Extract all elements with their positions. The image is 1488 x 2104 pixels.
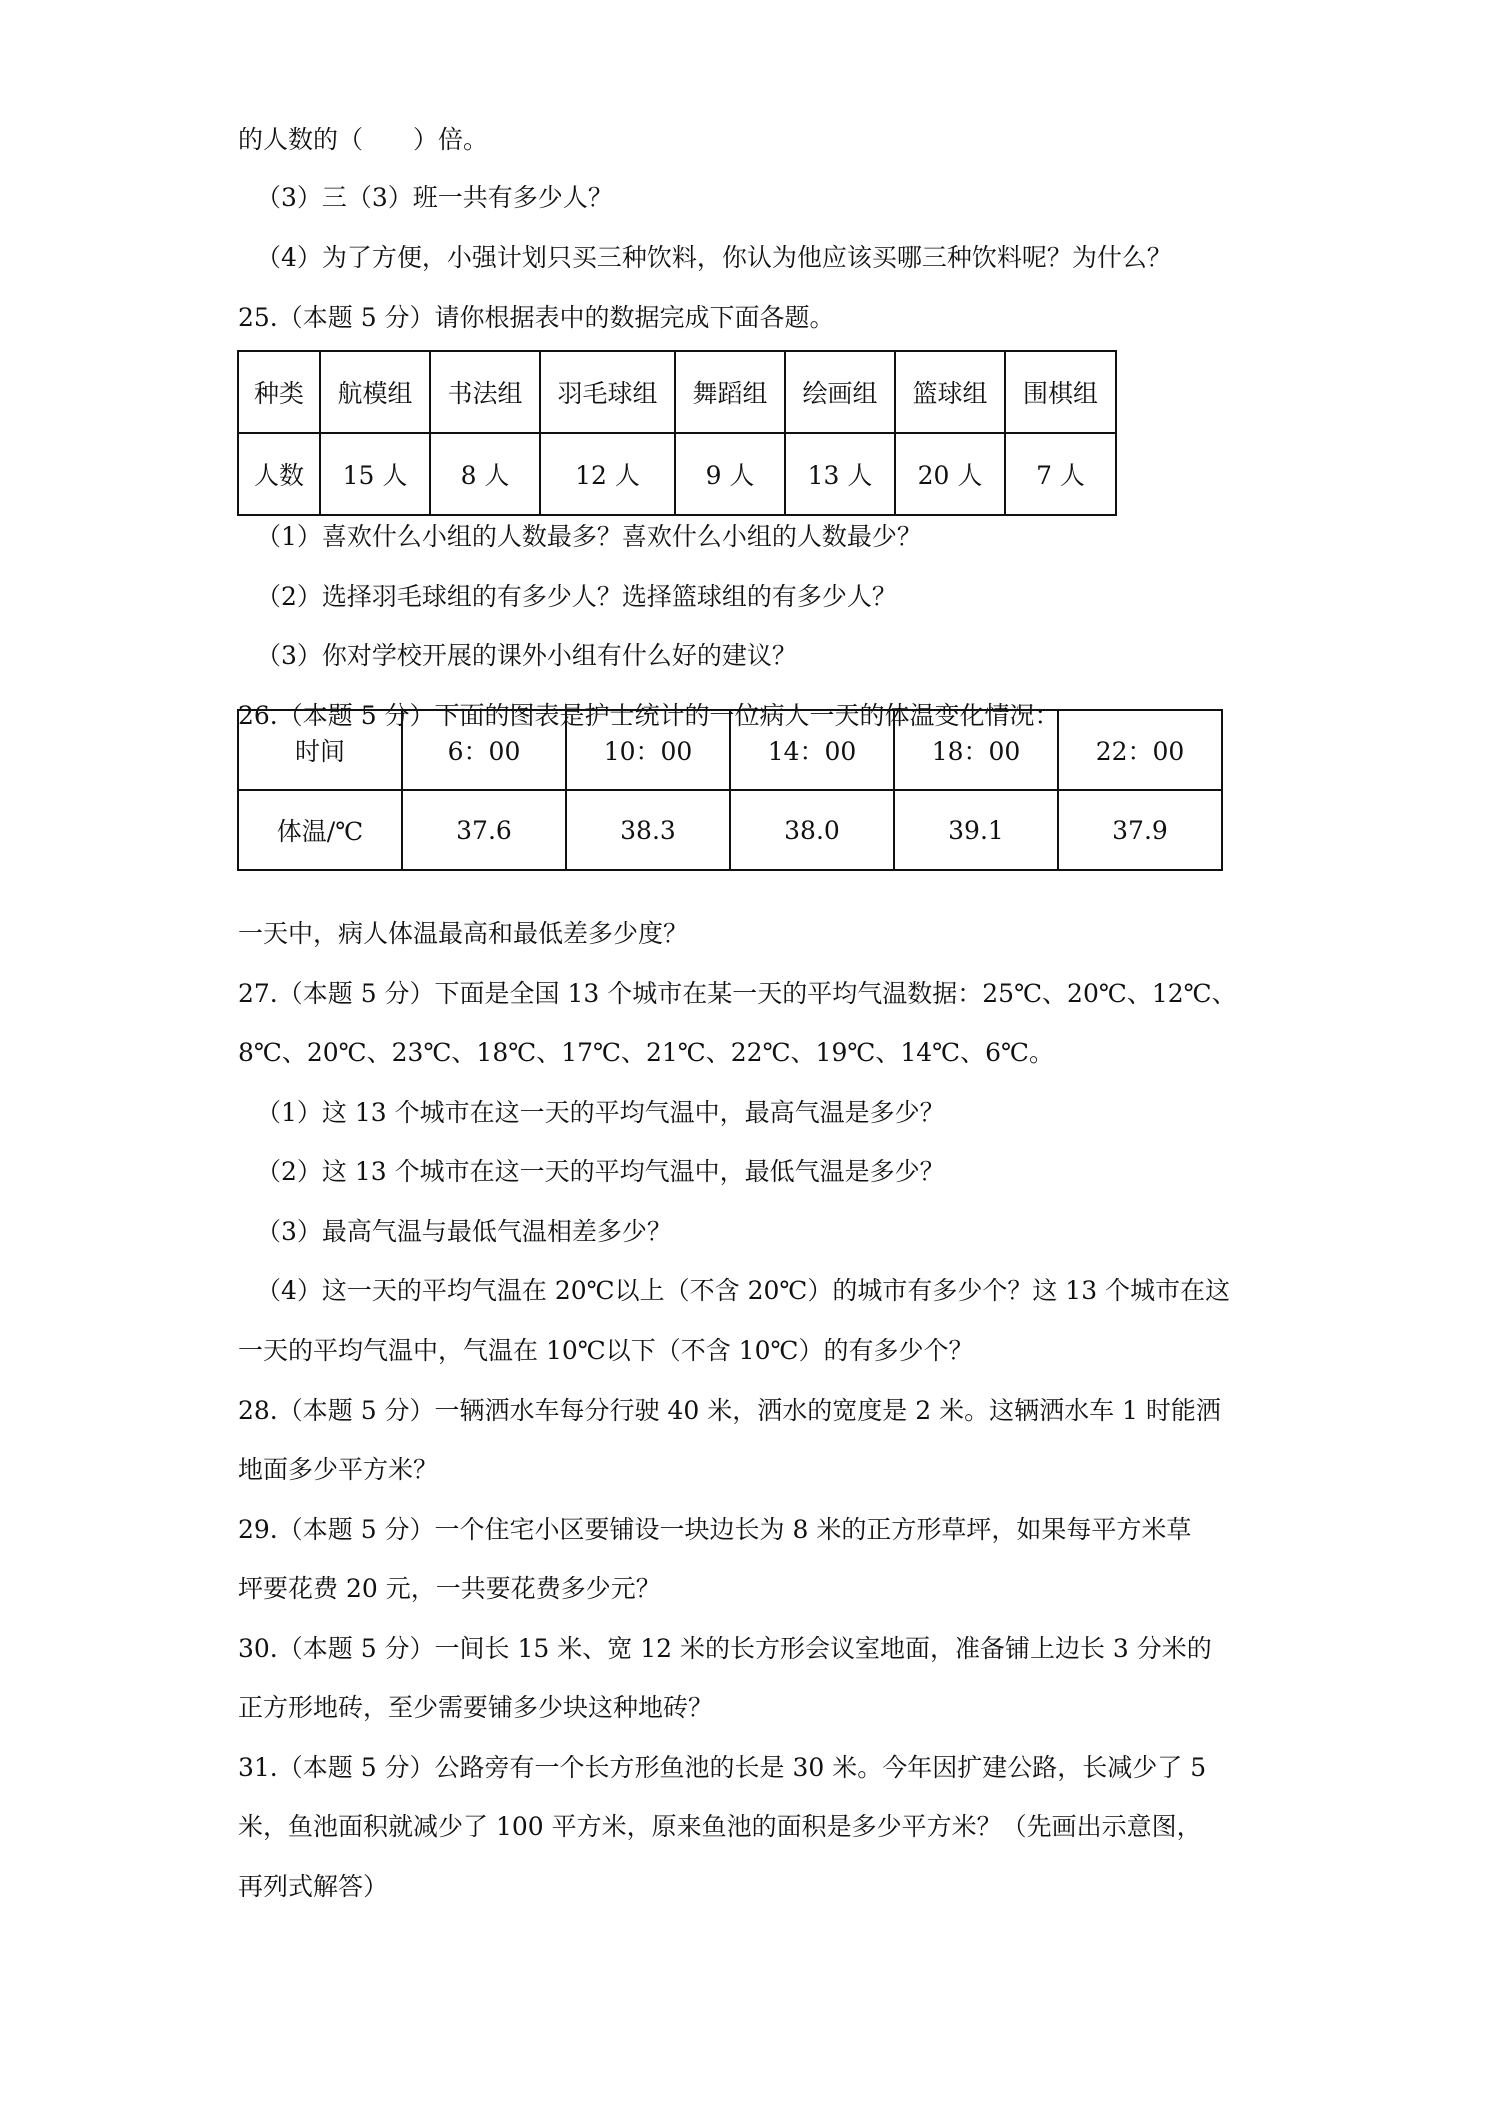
sub-question: 一天的平均气温中，气温在 10℃以下（不含 10℃）的有多少个？ <box>238 1336 974 1365</box>
question-28-heading: 28.（本题 5 分）一辆洒水车每分行驶 40 米，洒水的宽度是 2 米。这辆洒水车 1 时能洒 <box>238 1396 1221 1425</box>
question-26-heading: 26.（本题 5 分）下面的图表是护士统计的一位病人一天的体温变化情况： <box>238 701 1060 730</box>
table-cell: 12 人 <box>540 433 675 515</box>
table-cell: 14：00 <box>730 710 894 790</box>
table-cell: 6：00 <box>402 710 566 790</box>
table-cell: 10：00 <box>566 710 730 790</box>
table-cell: 9 人 <box>675 433 785 515</box>
sub-question: （2）这 13 个城市在这一天的平均气温中，最低气温是多少？ <box>256 1157 945 1186</box>
question-text: 正方形地砖，至少需要铺多少块这种地砖？ <box>238 1693 714 1722</box>
table-cell: 7 人 <box>1005 433 1116 515</box>
table-row <box>238 790 1222 870</box>
table-cell: 绘画组 <box>785 351 895 433</box>
interest-group-table <box>237 350 1117 516</box>
table-row <box>238 433 1116 515</box>
question-text: 米，鱼池面积就减少了 100 平方米，原来鱼池的面积是多少平方米？（先画出示意图， <box>238 1812 1202 1841</box>
table-cell: 种类 <box>238 351 320 433</box>
table-cell: 37.6 <box>402 790 566 870</box>
table-cell: 书法组 <box>430 351 540 433</box>
table-cell: 22：00 <box>1058 710 1222 790</box>
table-cell: 人数 <box>238 433 320 515</box>
table-row <box>238 351 1116 433</box>
sub-question: （3）最高气温与最低气温相差多少？ <box>256 1217 672 1246</box>
question-25-heading: 25.（本题 5 分）请你根据表中的数据完成下面各题。 <box>238 303 835 332</box>
question-29-heading: 29.（本题 5 分）一个住宅小区要铺设一块边长为 8 米的正方形草坪，如果每平方米草 <box>238 1515 1192 1544</box>
table-row <box>238 710 1222 790</box>
table-cell: 38.0 <box>730 790 894 870</box>
table-cell: 时间 <box>238 710 402 790</box>
sub-question: （1）这 13 个城市在这一天的平均气温中，最高气温是多少？ <box>256 1098 945 1127</box>
table-cell: 8 人 <box>430 433 540 515</box>
question-text: 的人数的（ ）倍。 <box>238 125 489 154</box>
table-cell: 羽毛球组 <box>540 351 675 433</box>
table-cell: 舞蹈组 <box>675 351 785 433</box>
sub-question: （1）喜欢什么小组的人数最多？喜欢什么小组的人数最少？ <box>256 522 922 551</box>
table-cell: 围棋组 <box>1005 351 1116 433</box>
sub-question: （3）三（3）班一共有多少人？ <box>256 183 613 212</box>
question-31-heading: 31.（本题 5 分）公路旁有一个长方形鱼池的长是 30 米。今年因扩建公路，长减少了 5 <box>238 1753 1207 1782</box>
temperature-table <box>237 709 1223 871</box>
table-cell: 20 人 <box>895 433 1005 515</box>
question-text: 8℃、20℃、23℃、18℃、17℃、21℃、22℃、19℃、14℃、6℃。 <box>238 1038 1054 1067</box>
question-30-heading: 30.（本题 5 分）一间长 15 米、宽 12 米的长方形会议室地面，准备铺上边长 3 分米的 <box>238 1634 1212 1663</box>
question-text: 再列式解答） <box>238 1872 389 1901</box>
question-text: 坪要花费 20 元，一共要花费多少元？ <box>238 1574 661 1603</box>
question-text: 一天中，病人体温最高和最低差多少度？ <box>238 919 689 948</box>
sub-question: （3）你对学校开展的课外小组有什么好的建议？ <box>256 641 797 670</box>
table-cell: 39.1 <box>894 790 1058 870</box>
sub-question: （4）为了方便，小强计划只买三种饮料，你认为他应该买哪三种饮料呢？为什么？ <box>256 243 1172 272</box>
table-cell: 15 人 <box>320 433 430 515</box>
question-text: 地面多少平方米？ <box>238 1455 439 1484</box>
table-cell: 航模组 <box>320 351 430 433</box>
question-27-heading: 27.（本题 5 分）下面是全国 13 个城市在某一天的平均气温数据：25℃、20℃、12℃、 <box>238 979 1237 1008</box>
sub-question: （2）选择羽毛球组的有多少人？选择篮球组的有多少人？ <box>256 582 897 611</box>
sub-question: （4）这一天的平均气温在 20℃以上（不含 20℃）的城市有多少个？这 13 个城市在这 <box>256 1276 1231 1305</box>
table-cell: 18：00 <box>894 710 1058 790</box>
table-cell: 体温/℃ <box>238 790 402 870</box>
table-cell: 13 人 <box>785 433 895 515</box>
table-cell: 38.3 <box>566 790 730 870</box>
table-cell: 篮球组 <box>895 351 1005 433</box>
table-cell: 37.9 <box>1058 790 1222 870</box>
